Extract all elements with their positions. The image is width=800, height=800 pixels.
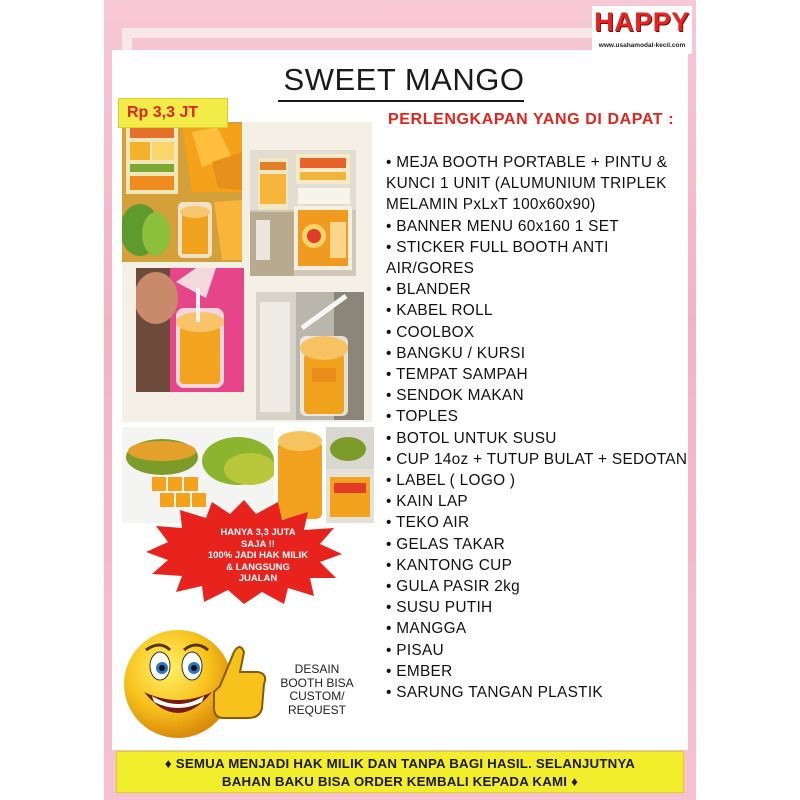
promo-line: & LANGSUNG [226, 561, 290, 573]
equipment-list-item: • GULA PASIR 2kg [386, 578, 520, 596]
equipment-list-item: • KABEL ROLL [386, 302, 493, 320]
equipment-list-item: • STICKER FULL BOOTH ANTI AIR/GORES [386, 238, 609, 278]
promo-text [194, 527, 322, 585]
equipment-list-item: • TOPLES [386, 408, 459, 426]
equipment-list-item: • BANNER MENU 60x160 1 SET [386, 217, 620, 235]
promo-line: SAJA !! [241, 538, 275, 550]
title-underline [278, 100, 524, 102]
thumbs-up-smiley-icon [116, 622, 276, 742]
note-line: DESAIN [294, 662, 340, 676]
equipment-list-item: • MEJA BOOTH PORTABLE + PINTU & KUNCI 1 UNIT (ALUMUNIUM TRIPLEK MELAMIN PxLxT 100x60x90) [386, 154, 668, 214]
custom-booth-note [272, 663, 362, 717]
logo-wordmark: HAPPY [594, 7, 690, 37]
cup-in-hand-photo [136, 268, 244, 392]
promo-line: 100% JADI HAK MILIK [207, 550, 309, 561]
equipment-list-item: • TEKO AIR [386, 514, 470, 532]
note-line: CUSTOM/ [289, 689, 345, 703]
equipment-list-item: • BANGKU / KURSI [386, 344, 526, 362]
equipment-list-item: • BOTOL UNTUK SUSU [386, 429, 557, 447]
equipment-list-item: • SUSU PUTIH [386, 599, 493, 617]
booth-photo [250, 150, 356, 276]
equipment-list-item: • BLANDER [386, 281, 472, 299]
equipment-list-item: • SENDOK MAKAN [386, 387, 524, 405]
cup-with-straw-photo [256, 292, 364, 420]
footer-line: ♦ SEMUA MENJADI HAK MILIK DAN TANPA BAGI HASIL. SELANJUTNYA [164, 756, 636, 771]
equipment-list-item: • GELAS TAKAR [386, 535, 506, 553]
promo-line: HANYA 3,3 JUTA [220, 527, 296, 538]
equipment-list-heading: PERLENGKAPAN YANG DI DAPAT : [388, 111, 675, 128]
equipment-list-item: • SARUNG TANGAN PLASTIK [386, 684, 603, 702]
product-photo-collage [122, 122, 372, 422]
footer-banner [116, 751, 684, 793]
menu-banner-photo [122, 122, 242, 262]
equipment-list-item: • MANGGA [386, 620, 467, 638]
equipment-list-item: • KANTONG CUP [386, 556, 513, 574]
equipment-list-item: • CUP 14oz + TUTUP BULAT + SEDOTAN [386, 450, 688, 468]
equipment-list-item: • TEMPAT SAMPAH [386, 366, 528, 384]
equipment-list-item: • PISAU [386, 641, 444, 659]
logo-url: www.usahamodal-kecil.com [598, 42, 686, 49]
note-line: BOOTH BISA [280, 675, 354, 690]
price-badge [118, 98, 228, 128]
price-text: Rp 3,3 JT [127, 104, 199, 121]
page-title: SWEET MANGO [283, 62, 525, 97]
footer-line: BAHAN BAKU BISA ORDER KEMBALI KEPADA KAMI ♦ [221, 774, 579, 789]
equipment-list-item: • EMBER [386, 662, 453, 680]
promo-line: JUALAN [238, 573, 278, 584]
poster [104, 0, 696, 800]
note-line: REQUEST [287, 702, 346, 717]
equipment-list [386, 152, 696, 703]
footer-text [117, 755, 683, 791]
equipment-list-item: • LABEL ( LOGO ) [386, 472, 516, 490]
happy-logo [592, 6, 692, 54]
equipment-list-item: • COOLBOX [386, 323, 475, 341]
equipment-list-item: • KAIN LAP [386, 493, 468, 511]
